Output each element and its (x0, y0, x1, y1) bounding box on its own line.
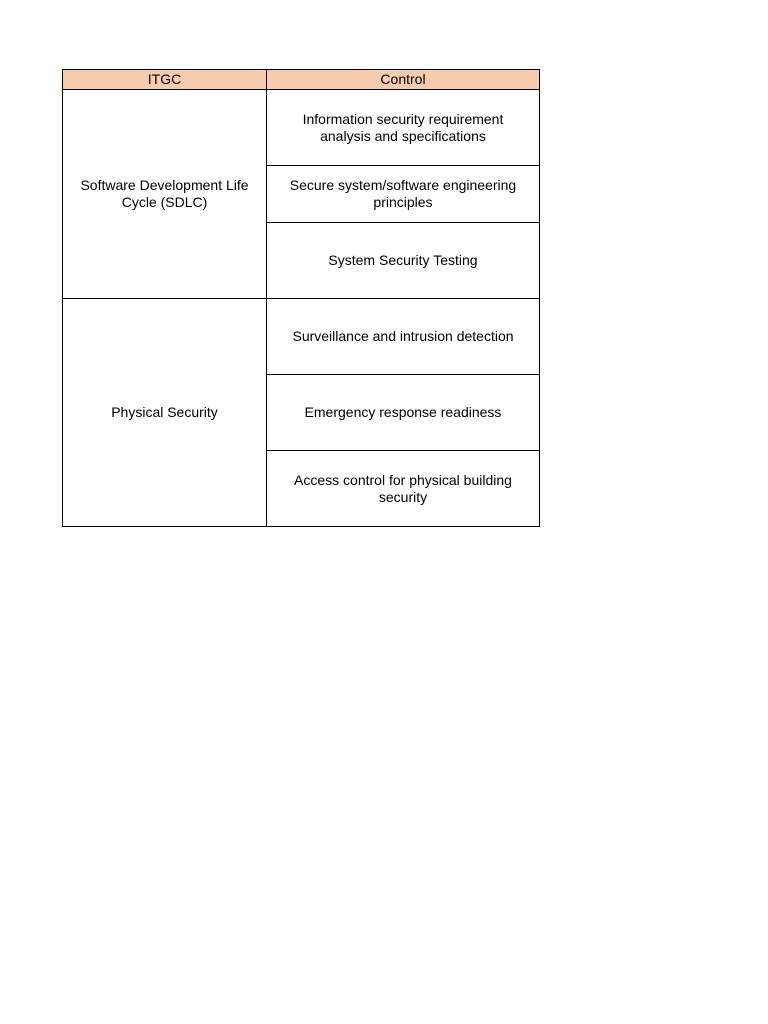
control-cell: Surveillance and intrusion detection (267, 299, 540, 375)
table-row (63, 90, 540, 166)
control-cell: Information security requirement analysis and specifications (267, 90, 540, 166)
itgc-control-table (62, 69, 540, 527)
header-row (63, 70, 540, 90)
control-cell: Secure system/software engineering principles (267, 166, 540, 223)
itgc-cell-physical-security: Physical Security (63, 299, 267, 527)
table-row (63, 299, 540, 375)
itgc-cell-sdlc: Software Development Life Cycle (SDLC) (63, 90, 267, 299)
control-cell: Emergency response readiness (267, 375, 540, 451)
header-control: Control (267, 70, 540, 90)
header-itgc: ITGC (63, 70, 267, 90)
control-cell: Access control for physical building security (267, 451, 540, 527)
control-cell: System Security Testing (267, 223, 540, 299)
